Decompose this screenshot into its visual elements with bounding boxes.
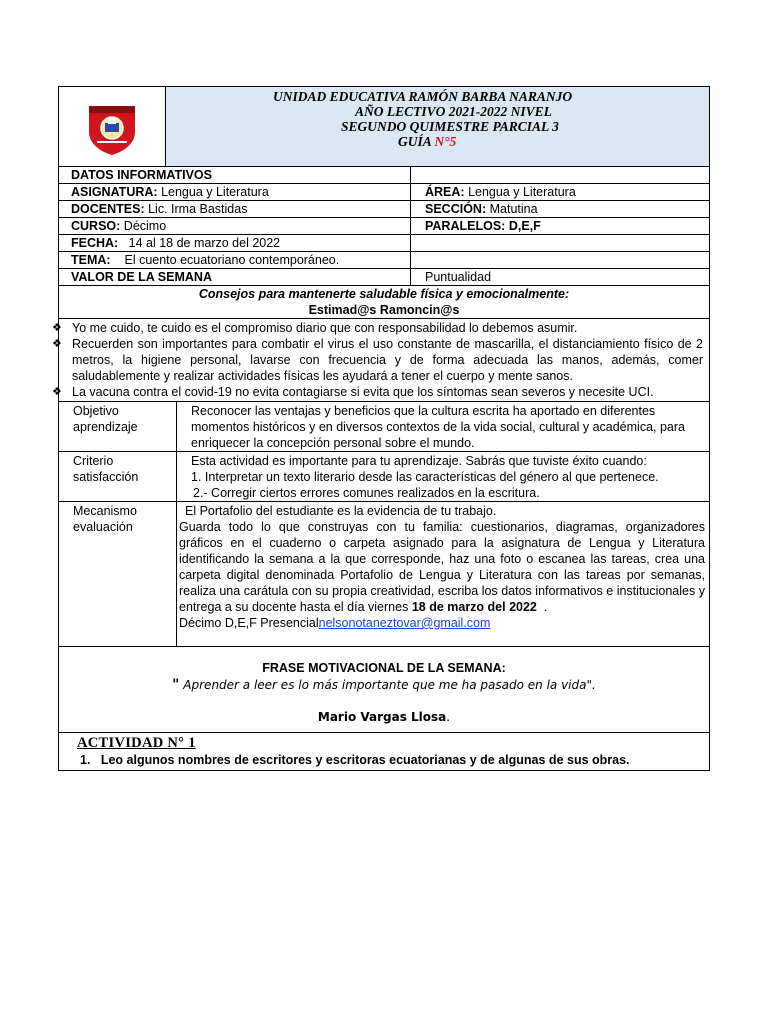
criterio-label: Criterio satisfacción bbox=[59, 452, 177, 501]
diamond-bullet-icon: ❖ bbox=[52, 322, 62, 334]
frase-author: Mario Vargas Llosa bbox=[317, 710, 447, 724]
actividad-title: ACTIVIDAD N° 1 bbox=[77, 735, 196, 751]
objetivo-row bbox=[59, 402, 709, 452]
curso-row: CURSO: Décimo PARALELOS: D,E,F bbox=[59, 218, 709, 235]
school-logo-cell bbox=[59, 87, 166, 166]
diamond-bullet-icon: ❖ bbox=[52, 386, 62, 398]
paralelos-value: D,E,F bbox=[508, 219, 541, 233]
list-item: ❖ La vacuna contra el covid-19 no evita contagiarse si evita que los síntomas sean severos y necesite UCI. bbox=[52, 385, 654, 399]
school-name: UNIDAD EDUCATIVA RAMÓN BARBA NARANJO bbox=[273, 89, 573, 104]
objetivo-text: Reconocer las ventajas y beneficios que la cultura escrita ha aportado en diferentes momentos históricos y en diversos contextos de la vida social, cultural y académica, para enriquecer la concepción personal sobre el mundo. bbox=[191, 404, 685, 450]
docentes-value: Lic. Irma Bastidas bbox=[148, 202, 248, 216]
mecanismo-row: Mecanismo evaluación El Portafolio del estudiante es la evidencia de tu trabajo. Guarda todo lo que construyas con tu familia: cuestionarios, diagramas, organizadores gráficos en el cuaderno o carpeta asignado para la asignatura de Lengua y Literatura identificando la semana a la que corresponde, haz una foto o escanea las tareas, crea una carpeta digital denominada Portafolio de Lengua y Literatura con las tareas por semanas, realiza una carátula con su propia creatividad, escriba los datos informativos e institucionales y entrega a su docente hasta el día viernes 18 de marzo del 2022 . Décimo D,E,F Presencialnelsonotaneztovar@gmail.com bbox=[59, 502, 709, 647]
criterio-item-1: 1. Interpretar un texto literario desde las características del género al que pertenece. bbox=[191, 470, 659, 484]
tema-value: El cuento ecuatoriano contemporáneo. bbox=[124, 253, 340, 267]
criterio-item-2: 2.- Corregir ciertos errores comunes realizados en la escritura. bbox=[193, 486, 540, 500]
diamond-bullet-icon: ❖ bbox=[52, 338, 62, 350]
mecanismo-line1: El Portafolio del estudiante es la evidencia de tu trabajo. bbox=[185, 504, 497, 518]
seccion-value: Matutina bbox=[489, 202, 538, 216]
actividad-item: 1. Leo algunos nombres de escritores y escritoras ecuatorianas y de algunas de sus obras. bbox=[80, 753, 630, 767]
frase-section: FRASE MOTIVACIONAL DE LA SEMANA: " Aprender a leer es lo más importante que me ha pasado en la vida". Mario Vargas Llosa. bbox=[59, 647, 709, 733]
list-item: ❖ Recuerden son importantes para combatir el virus el uso constante de mascarilla, el distanciamiento físico de 2 metros, la higiene personal, lavarse con frecuencia y de forma adecuada las manos, además, comer saludablemente y realizar actividades físicas les ayudará a tener el cuerpo y mente sanos. bbox=[52, 337, 703, 383]
curso-value: Décimo bbox=[123, 219, 167, 233]
mecanismo-label: Mecanismo evaluación bbox=[59, 502, 177, 646]
consejos-greeting: Estimad@s Ramoncin@s bbox=[308, 303, 460, 317]
school-year: AÑO LECTIVO 2021-2022 NIVEL bbox=[355, 104, 552, 119]
consejos-title: Consejos para mantenerte saludable física y emocionalmente: bbox=[198, 287, 570, 301]
asignatura-value: Lengua y Literatura bbox=[161, 185, 269, 199]
email-link[interactable]: nelsonotaneztovar@gmail.com bbox=[318, 616, 491, 630]
header-title-block bbox=[166, 87, 709, 166]
area-value: Lengua y Literatura bbox=[468, 185, 576, 199]
tema-row: TEMA: El cuento ecuatoriano contemporáneo. bbox=[59, 252, 709, 269]
info-title-row bbox=[59, 167, 709, 184]
fecha-row: FECHA: 14 al 18 de marzo del 2022 bbox=[59, 235, 709, 252]
docentes-row: DOCENTES: Lic. Irma Bastidas SECCIÓN: Matutina bbox=[59, 201, 709, 218]
guide-label: GUÍA N°5 bbox=[398, 134, 457, 149]
document-frame bbox=[52, 86, 710, 771]
mecanismo-body: Guarda todo lo que construyas con tu familia: cuestionarios, diagramas, organizadores gráficos en el cuaderno o carpeta asignado para la asignatura de Lengua y Literatura identificando la semana a la que corresponde, haz una foto o escanea las tareas, crea una carpeta digital denominada Portafolio de Lengua y Literatura con las tareas por semanas, realiza una carátula con su propia creatividad, escriba los datos informativos e institucionales y entrega a su docente hasta el día viernes bbox=[179, 520, 705, 614]
asignatura-row: ASIGNATURA: Lengua y Literatura ÁREA: Lengua y Literatura bbox=[59, 184, 709, 201]
frase-quote: Aprender a leer es lo más importante que me ha pasado en la vida". bbox=[183, 678, 596, 692]
objetivo-label: Objetivo aprendizaje bbox=[59, 402, 177, 451]
actividad-section bbox=[59, 733, 709, 770]
mecanismo-deadline: 18 de marzo del 2022 bbox=[411, 600, 537, 614]
criterio-row bbox=[59, 452, 709, 502]
term-label: SEGUNDO QUIMESTRE PARCIAL 3 bbox=[341, 119, 559, 134]
frase-title: FRASE MOTIVACIONAL DE LA SEMANA: bbox=[262, 661, 506, 675]
criterio-intro: Esta actividad es importante para tu aprendizaje. Sabrás que tuviste éxito cuando: bbox=[191, 454, 647, 468]
valor-row bbox=[59, 269, 709, 286]
consejos-list bbox=[52, 319, 709, 402]
consejos-header bbox=[59, 286, 709, 319]
mecanismo-course: Décimo D,E,F Presencial bbox=[179, 616, 319, 630]
guide-number: N°5 bbox=[434, 134, 457, 149]
valor-label: VALOR DE LA SEMANA bbox=[59, 269, 411, 285]
school-crest-icon bbox=[83, 98, 141, 156]
list-item: ❖ Yo me cuido, te cuido es el compromiso diario que con responsabilidad lo debemos asumir. bbox=[52, 321, 578, 335]
valor-value: Puntualidad bbox=[425, 270, 492, 284]
fecha-value: 14 al 18 de marzo del 2022 bbox=[128, 236, 281, 250]
info-title: DATOS INFORMATIVOS bbox=[59, 167, 411, 183]
document-header bbox=[59, 87, 709, 167]
